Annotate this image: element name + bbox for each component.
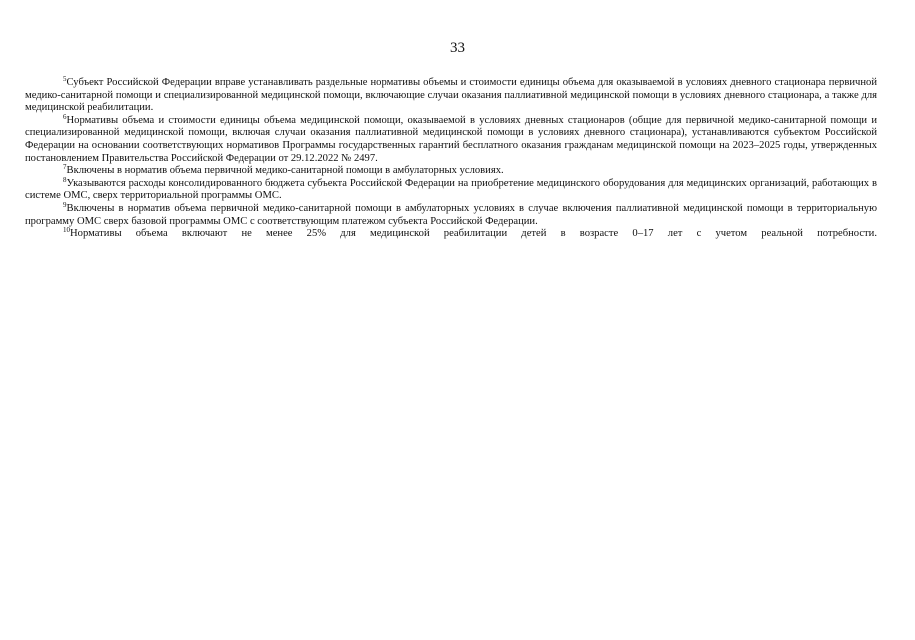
footnote-9 <box>25 200 877 228</box>
footnote-marker: 10 <box>63 226 70 235</box>
footnote-marker: 7 <box>63 163 67 172</box>
footnote-7 <box>25 165 877 178</box>
page-number: 33 <box>450 40 465 56</box>
footnote-text: Нормативы объема и стоимости единицы объема медицинской помощи, оказываемой в условиях дневных стационаров (общие для первичной медико-санитарной помощи и специализированной медицинской помощи, включая случаи оказания паллиативной медицинской помощи в условиях дневного стационара), устанавливаются субъектом Российской Федерации на основании соответствующих нормативов Программы государственных гарантий бесплатного оказания гражданам медицинской помощи на 2023–2025 годы, утвержденных постановлением Правительства Российской Федерации от 29.12.2022 № 2497. <box>25 114 877 164</box>
footnote-text: Включены в норматив объема первичной медико-санитарной помощи в амбулаторных условиях в случае включения паллиативной медицинской помощи в территориальную программу ОМС сверх базовой программы ОМС с соответствующим платежом субъекта Российской Федерации. <box>25 202 877 227</box>
footnote-marker: 8 <box>63 175 67 184</box>
footnote-marker: 5 <box>63 75 67 83</box>
footnote-5 <box>25 77 877 115</box>
footnote-text: Субъект Российской Федерации вправе устанавливать раздельные нормативы объемы и стоимости единицы объема для оказываемой в условиях дневного стационара первичной медико-санитарной помощи и специализированной медицинской помощи, включающие случаи оказания паллиативной медицинской помощи в условиях дневного стационара, а также для медицинской реабилитации. <box>25 77 877 114</box>
footnote-marker: 6 <box>63 112 67 121</box>
footnote-10 <box>25 228 877 241</box>
footnotes-section <box>25 77 877 241</box>
footnote-text: Указываются расходы консолидированного бюджета субъекта Российской Федерации на приобретение медицинского оборудования для медицинских организаций, работающих в системе ОМС, сверх территориальной программы ОМС. <box>25 177 877 202</box>
footnote-8 <box>25 175 877 203</box>
footnote-text: Включены в норматив объема первичной медико-санитарной помощи в амбулаторных условиях. <box>66 165 504 177</box>
footnote-6 <box>25 112 877 165</box>
footnote-marker: 9 <box>63 200 67 209</box>
footnote-text: Нормативы объема включают не менее 25% для медицинской реабилитации детей в возрасте 0–17 лет с учетом реальной потребности. <box>70 228 877 240</box>
